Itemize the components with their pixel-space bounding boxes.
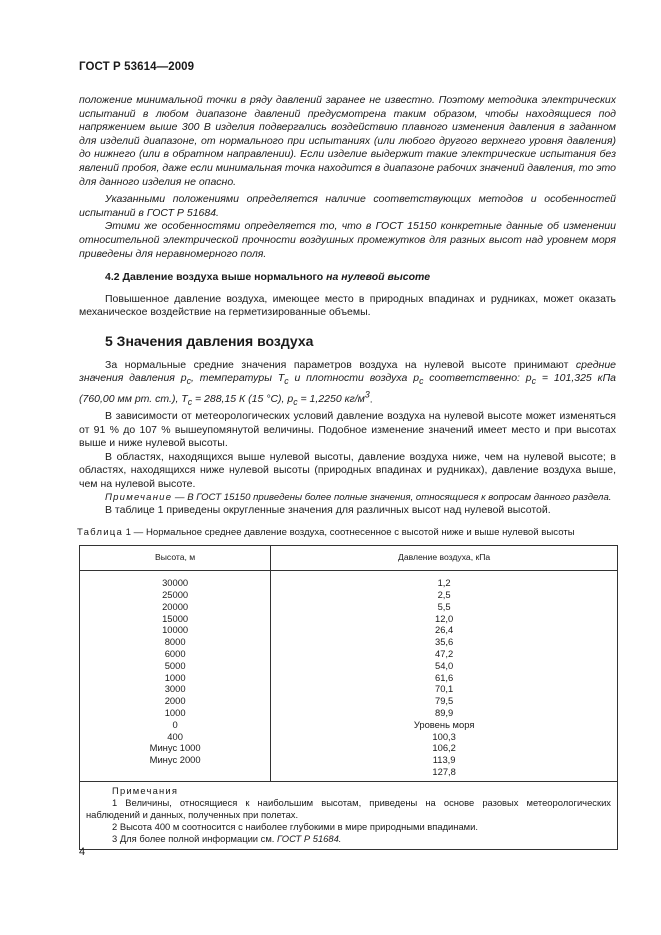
paragraph-meteo: В зависимости от метеорологических условий давление воздуха на нулевой высоте может изменяться от 91 % до 107 % вышеупомянутой величины. Подобное изменение значений имеет место и при высотах выше и ниже нулевой высоты. [79, 409, 616, 450]
pressure-cell: 2,5 [437, 589, 451, 601]
pressure-cell: 79,5 [435, 695, 454, 707]
table-note-3: 3 Для более полной информации см. ГОСТ Р 51684. [112, 833, 342, 845]
pressure-cell: 26,4 [435, 624, 454, 636]
height-cell: 2000 [164, 695, 186, 707]
pressure-cell: 89,9 [435, 706, 454, 718]
paragraph-table-ref: В таблице 1 приведены округленные значения для различных высот над нулевой высотой. [105, 504, 551, 517]
pressure-column [271, 574, 618, 781]
height-cell: 1000 [164, 706, 186, 718]
height-cell: 8000 [164, 636, 186, 648]
document-header: ГОСТ Р 53614—2009 [79, 61, 195, 73]
paragraph-features: Этими же особенностями определяется то, что в ГОСТ 15150 конкретные данные об изменении относительной электрической прочности воздушных промежутков для разных высот над уровнем моря приведены для неравномерного поля. [79, 220, 616, 260]
height-cell: Минус 1000 [149, 742, 201, 754]
height-cell: 15000 [162, 612, 189, 624]
pressure-cell: 127,8 [432, 765, 456, 777]
paragraph-regions: В областях, находящихся выше нулевой высоты, давление воздуха ниже, чем на нулевой высоте; в областях, находящихся ниже нулевой высоты (природных впадинах и рудниках), давление воздуха выше, чем на нулевой высоте. [79, 450, 616, 490]
column-header-height: Высота, м [80, 546, 271, 571]
page-number: 4 [79, 846, 86, 858]
pressure-cell: 47,2 [435, 648, 454, 659]
pressure-cell: 70,1 [435, 683, 454, 695]
table-notes-title: Примечания [112, 784, 179, 796]
paragraph-methods: Указанными положениями определяется наличие соответствующих методов и особенностей испытаний в ГОСТ Р 51684. [79, 193, 616, 219]
height-cell: 1000 [164, 671, 186, 683]
pressure-cell: 12,0 [435, 612, 454, 624]
height-cell: Минус 2000 [149, 754, 201, 766]
height-cell: 10000 [162, 624, 189, 636]
height-cell: 25000 [162, 589, 189, 601]
column-header-pressure: Давление воздуха, кПа [271, 546, 618, 571]
pressure-cell: 1,2 [437, 577, 451, 589]
height-cell: 20000 [162, 600, 189, 612]
pressure-cell: 100,3 [432, 730, 456, 742]
note-gost-15150: Примечание — В ГОСТ 15150 приведены более полные значения, относящиеся к вопросам данного раздела. [105, 491, 612, 503]
pressure-cell: 61,6 [435, 671, 454, 683]
page-content [79, 94, 616, 850]
table-note-1: 1 Величины, относящиеся к наибольшим высотам, приведены на основе разовых метеорологических наблюдений и данных, полученных при полетах. [86, 796, 611, 820]
paragraph-min-point: положение минимальной точки в ряду давлений заранее не известно. Поэтому методика электрических испытаний в любом диапазоне давлений предусмотрена таким образом, чтобы находящиеся под напряжением выше 300 В изделия подвергались воздействию плавного изменения давления в заданном для изделий диапазоне, от нормального при испытаниях (или любого другого верхнего уровня давления) до нижнего (или в обратном направлении). Если изделие выдержит такие электрические испытания без явлений пробоя, даже если минимальная точка находится в диапазоне рабочих значений давления, то это для данного изделия не опасно. [79, 94, 616, 188]
pressure-cell: 35,6 [435, 636, 454, 648]
paragraph-normal-values: За нормальные средние значения параметров воздуха на нулевой высоте принимают средние значения давления $p_c$, температуры $T_c$ и плотности воздуха $p_c$ соответственно: $p_c = 101,325$ кПа (760,00 мм рт. ст.), $T_c = 288,15$ К (15 °С), $p_c = 1,2250$ $кг/м^3$. [79, 358, 617, 408]
pressure-cell: 113,9 [432, 754, 456, 766]
height-cell: 5000 [164, 659, 186, 671]
table-notes [80, 781, 618, 849]
height-column [80, 574, 271, 781]
heading-4-2: 4.2 Давление воздуха выше нормального на нулевой высоте [105, 271, 431, 284]
pressure-table [79, 545, 618, 850]
paragraph-4-2: Повышенное давление воздуха, имеющее место в природных впадинах и рудниках, может оказать механическое воздействие на герметизированные объемы. [79, 292, 616, 319]
height-cell: 6000 [164, 648, 186, 659]
table-note-2: 2 Высота 400 м соотносится с наиболее глубокими в мире природными впадинами. [112, 821, 478, 833]
height-cell: 400 [167, 730, 183, 742]
height-cell: 30000 [162, 577, 189, 589]
heading-section-5: 5 Значения давления воздуха [105, 332, 314, 349]
height-cell: 0 [172, 718, 178, 730]
pressure-cell: Уровень моря [413, 718, 475, 730]
pressure-cell: 106,2 [432, 742, 456, 754]
pressure-cell: 5,5 [437, 600, 451, 612]
height-cell: 3000 [164, 683, 186, 695]
table-caption: Таблица 1 — Нормальное среднее давление воздуха, соотнесенное с высотой ниже и выше нулевой высоты [77, 526, 575, 538]
pressure-cell: 54,0 [435, 659, 454, 671]
